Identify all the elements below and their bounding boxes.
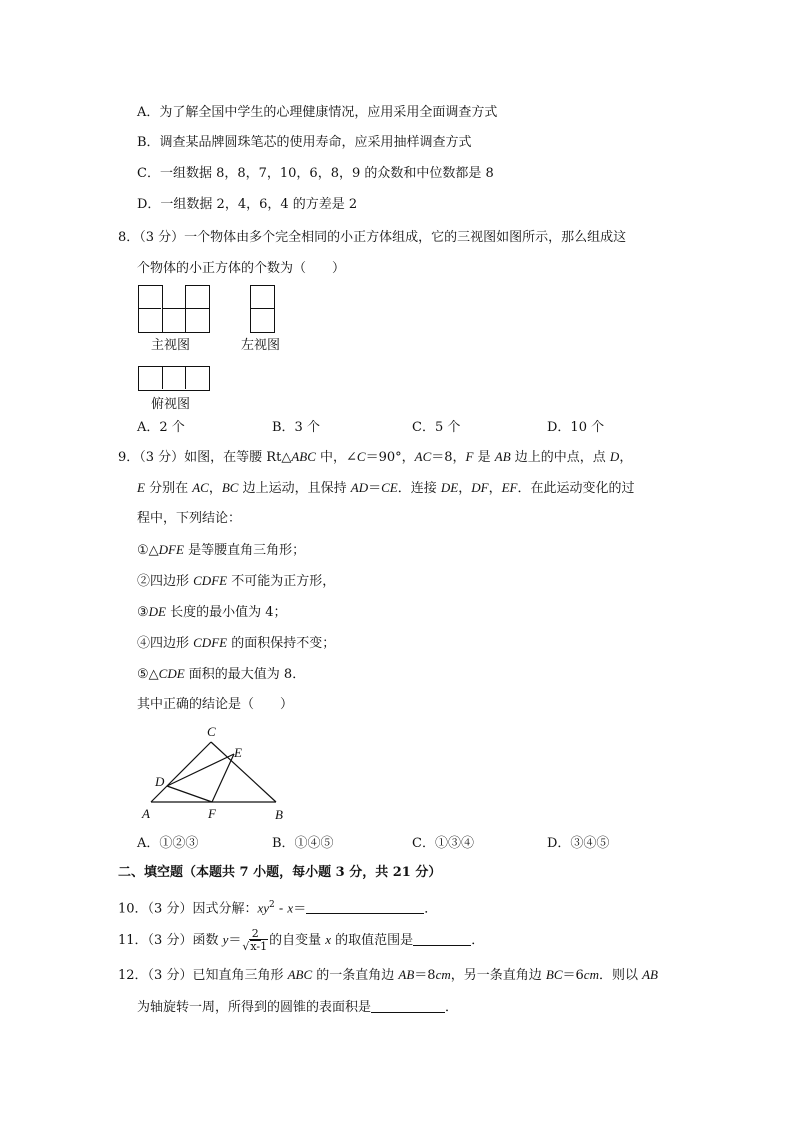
q8-option-d: D．10 个 [547, 420, 605, 435]
section-heading-fill-in: 二、填空题（本题共 7 小题，每小题 3 分，共 21 分） [118, 865, 442, 880]
q9-stem-line1: 9．（3 分）如图，在等腰 Rt△ABC 中，∠C＝90°，AC＝8，F 是 AB 边上的中点，点 D， [118, 449, 633, 465]
q7-option-a: A．为了解全国中学生的心理健康情况，应用采用全面调查方式 [137, 105, 498, 120]
left-view-caption: 左视图 [241, 338, 281, 353]
q9-option-a: A．①②③ [137, 836, 199, 851]
q8-stem-line1: 8．（3 分）一个物体由多个完全相同的小正方体组成，它的三视图如图所示，那么组成这 [118, 230, 627, 245]
q12-stem-line2: 为轴旋转一周，所得到的圆锥的表面积是 ． [137, 1000, 459, 1015]
q9-statement-4: ④四边形 CDFE 的面积保持不变； [137, 635, 336, 651]
q9-option-c: C．①③④ [412, 836, 474, 851]
q9-stem-line2: E 分别在 AC，BC 边上运动，且保持 AD＝CE．连接 DE，DF，EF．在此运动变化的过 [137, 480, 635, 496]
q11-stem: 11．（3 分）函数 y＝ $\frac{2}{√x-1}$ 的自变量 x 的取值范围是 ． [118, 927, 485, 953]
q9-option-b: B．①④⑤ [272, 836, 334, 851]
q12-answer-blank[interactable] [371, 998, 445, 1013]
q8-option-b: B．3 个 [272, 420, 320, 435]
segment-df [167, 786, 212, 802]
q9-stem-line3: 程中，下列结论： [137, 511, 242, 526]
q8-option-c: C．5 个 [412, 420, 461, 435]
front-view-figure [138, 285, 210, 333]
q8-stem-line2: 个物体的小正方体的个数为（ ） [137, 261, 346, 276]
left-view-figure [250, 285, 275, 333]
segment-de [167, 754, 234, 786]
q10-answer-blank[interactable] [306, 899, 424, 914]
label-f: F [208, 806, 216, 821]
q11-answer-blank[interactable] [413, 931, 471, 946]
q10-stem: 10．（3 分）因式分解：$xy^2 - x=$ ． [118, 900, 438, 917]
q9-statement-1: ①△DFE 是等腰直角三角形； [137, 542, 306, 558]
q8-option-a: A．2 个 [137, 420, 185, 435]
q9-statement-2: ②四边形 CDFE 不可能为正方形， [137, 573, 336, 589]
label-d: D [155, 774, 165, 789]
segment-ef [212, 754, 234, 802]
q9-prompt: 其中正确的结论是（ ） [137, 697, 294, 712]
top-view-figure [138, 366, 210, 391]
front-view-caption: 主视图 [151, 338, 191, 353]
q7-option-c: C．一组数据 8，8，7，10，6，8，9 的众数和中位数都是 8 [137, 166, 494, 181]
label-a: A [142, 806, 150, 821]
q7-option-d: D．一组数据 2，4，6，4 的方差是 2 [137, 197, 358, 212]
segment-cb [211, 742, 276, 802]
segment-ac [151, 742, 211, 802]
label-e: E [234, 745, 242, 760]
label-c: C [207, 724, 216, 739]
triangle-figure [130, 720, 300, 825]
q11-fraction: $\frac{2}{√x-1}$ [242, 927, 268, 953]
q9-option-d: D．③④⑤ [547, 836, 610, 851]
q7-option-b: B．调查某品牌圆珠笔芯的使用寿命，应采用抽样调查方式 [137, 135, 472, 150]
q9-statement-5: ⑤△CDE 面积的最大值为 8． [137, 666, 306, 682]
q12-stem-line1: 12．（3 分）已知直角三角形 ABC 的一条直角边 AB＝8cm，另一条直角边 BC＝6cm．则以 AB [118, 967, 658, 983]
label-b: B [275, 807, 283, 822]
top-view-caption: 俯视图 [151, 397, 191, 412]
q9-statement-3: ③DE 长度的最小值为 4； [137, 604, 287, 620]
